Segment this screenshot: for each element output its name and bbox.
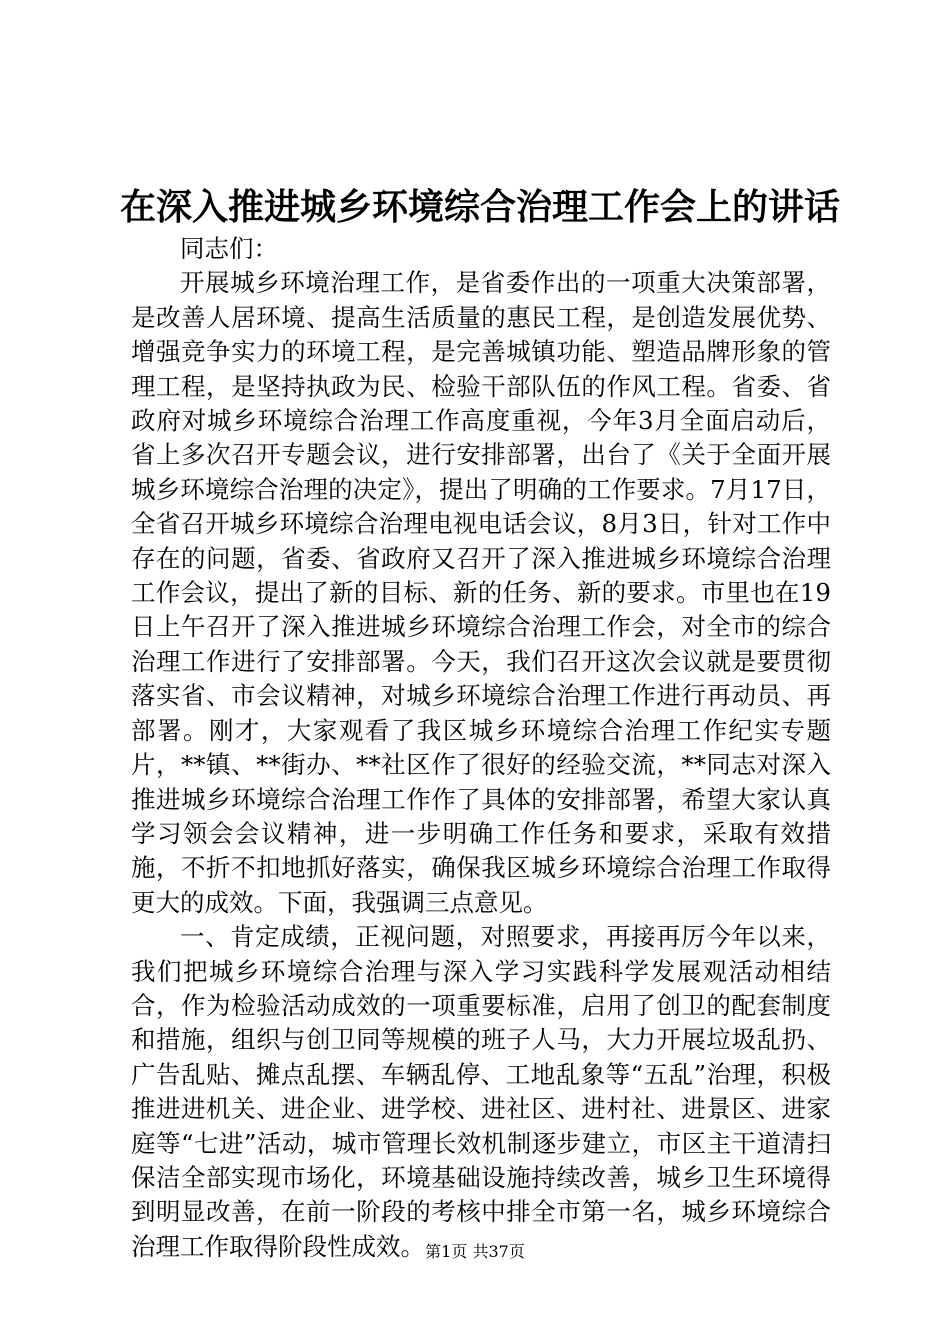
- document-title: 在深入推进城乡环境综合治理工作会上的讲话: [120, 187, 841, 228]
- document-body: [131, 232, 831, 1264]
- paragraph-section-one: 一、肯定成绩，正视问题，对照要求，再接再厉今年以来，我们把城乡环境综合治理与深入学习实践科学发展观活动相结合，作为检验活动成效的一项重要标准，启用了创卫的配套制度和措施，组织与创卫同等规模的班子人马，大力开展垃圾乱扔、广告乱贴、摊点乱摆、车辆乱停、工地乱象等“五乱”治理，积极推进进机关、进企业、进学校、进社区、进村社、进景区、进家庭等“七进”活动，城市管理长效机制逐步建立，市区主干道清扫保洁全部实现市场化，环境基础设施持续改善，城乡卫生环境得到明显改善，在前一阶段的考核中排全市第一名，城乡环境综合治理工作取得阶段性成效。: [131, 922, 831, 1261]
- paragraph-intro: 开展城乡环境治理工作，是省委作出的一项重大决策部署，是改善人居环境、提高生活质量的惠民工程，是创造发展优势、增强竞争实力的环境工程，是完善城镇功能、塑造品牌形象的管理工程，是坚持执政为民、检验干部队伍的作风工程。省委、省政府对城乡环境综合治理工作高度重视，今年3月全面启动后，省上多次召开专题会议，进行安排部署，出台了《关于全面开展城乡环境综合治理的决定》，提出了明确的工作要求。7月17日，全省召开城乡环境综合治理电视电话会议，8月3日，针对工作中存在的问题，省委、省政府又召开了深入推进城乡环境综合治理工作会议，提出了新的目标、新的任务、新的要求。市里也在19日上午召开了深入推进城乡环境综合治理工作会，对全市的综合治理工作进行了安排部署。今天，我们召开这次会议就是要贯彻落实省、市会议精神，对城乡环境综合治理工作进行再动员、再部署。刚才，大家观看了我区城乡环境综合治理工作纪实专题片，**镇、**街办、**社区作了很好的经验交流，**同志对深入推进城乡环境综合治理工作作了具体的安排部署，希望大家认真学习领会会议精神，进一步明确工作任务和要求，采取有效措施，不折不扣地抓好落实，确保我区城乡环境综合治理工作取得更大的成效。下面，我强调三点意见。: [131, 268, 831, 917]
- salutation: 同志们：: [180, 234, 278, 263]
- total-pages: 共37页: [472, 1242, 525, 1261]
- page-number: 第1页: [425, 1242, 468, 1261]
- page-footer: [0, 1240, 950, 1264]
